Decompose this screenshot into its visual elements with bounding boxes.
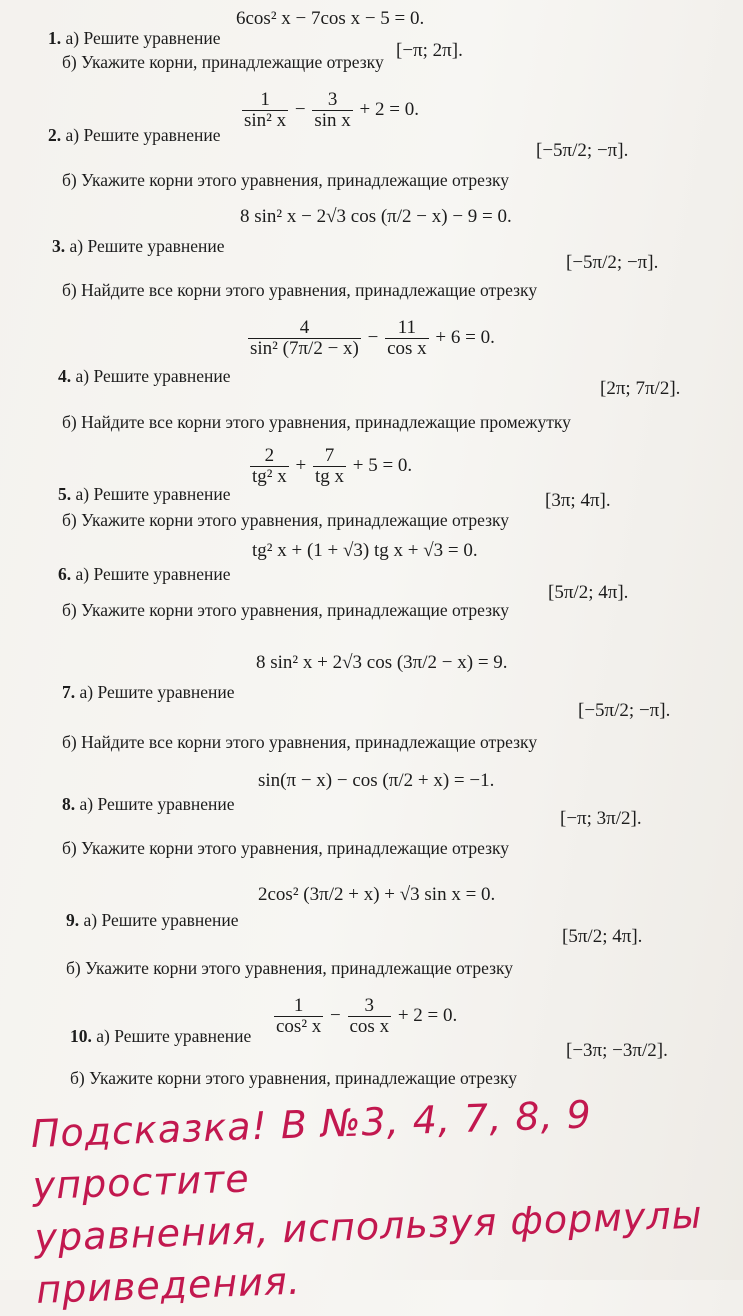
problem-6-part-a: [58, 564, 231, 585]
part-a-label: а) Решите уравнение: [96, 1026, 252, 1046]
problem-5-part-a: [58, 484, 231, 505]
equation-tail: + 2 = 0.: [397, 1004, 458, 1026]
problem-10-part-a: [70, 1026, 251, 1047]
problem-6-interval: [5π/2; 4π].: [548, 582, 629, 603]
fraction-denominator: cos x: [349, 1015, 390, 1037]
problem-9-interval: [5π/2; 4π].: [562, 926, 643, 947]
fraction-numerator: 3: [312, 90, 352, 111]
problem-7-part-b: б) Найдите все корни этого уравнения, принадлежащие отрезку: [62, 732, 538, 752]
problem-8-interval: [−π; 3π/2].: [560, 808, 642, 829]
problem-7-equation: 8 sin² x + 2√3 cos (3π/2 − x) = 9.: [256, 652, 508, 673]
hint-line-3: приведения.: [35, 1258, 302, 1312]
problem-1-equation: 6cos² x − 7cos x − 5 = 0.: [236, 8, 425, 29]
equation-tail: + 2 = 0.: [359, 98, 419, 120]
part-a-label: а) Решите уравнение: [79, 794, 235, 814]
problem-4-part-a: [58, 366, 231, 387]
fraction-numerator: 11: [385, 318, 429, 339]
problem-number: 4.: [58, 366, 72, 386]
part-a-label: а) Решите уравнение: [75, 366, 231, 386]
fraction-denominator: cos² x: [276, 1015, 322, 1037]
part-a-label: а) Решите уравнение: [65, 125, 221, 145]
fraction-denominator: sin² (7π/2 − x): [250, 337, 359, 359]
fraction-denominator: sin² x: [244, 109, 287, 131]
part-a-label: а) Решите уравнение: [75, 564, 231, 584]
problem-number: 3.: [52, 236, 66, 256]
problem-2-equation: $\frac{1}{\text{sin² x}}$ − $\frac{3}{\text{sin x}}$ + 2 = 0.: [244, 89, 419, 131]
problem-4-part-b: б) Найдите все корни этого уравнения, принадлежащие промежутку: [62, 412, 571, 432]
problem-9-part-a: [66, 910, 239, 931]
fraction-denominator: tg x: [314, 465, 344, 487]
problem-1-interval: [−π; 2π].: [396, 40, 463, 61]
problem-6-equation: tg² x + (1 + √3) tg x + √3 = 0.: [252, 540, 478, 561]
problem-3-equation: 8 sin² x − 2√3 cos (π/2 − x) − 9 = 0.: [240, 206, 512, 227]
problem-8-equation: sin(π − x) − cos (π/2 + x) = −1.: [258, 770, 495, 791]
problem-4-interval: [2π; 7π/2].: [600, 378, 681, 399]
problem-3-part-b: б) Найдите все корни этого уравнения, принадлежащие отрезку: [62, 280, 538, 300]
problem-2-part-a: [48, 125, 221, 146]
part-a-label: а) Решите уравнение: [75, 484, 231, 504]
hint-line-1: Подсказка! В №3, 4, 7, 8, 9 упростите: [30, 1092, 593, 1208]
fraction-numerator: 1: [274, 996, 323, 1017]
problem-1-part-b: б) Укажите корни, принадлежащие отрезку: [62, 52, 384, 72]
problem-10-equation: $\frac{1}{\text{cos² x}}$ − $\frac{3}{\text{cos x}}$ + 2 = 0.: [276, 995, 458, 1037]
problem-7-part-a: [62, 682, 235, 703]
fraction-denominator: cos x: [387, 337, 427, 359]
fraction-numerator: 1: [242, 90, 288, 111]
problem-10-interval: [−3π; −3π/2].: [566, 1040, 668, 1061]
problem-5-interval: [3π; 4π].: [545, 490, 611, 511]
problem-6-part-b: б) Укажите корни этого уравнения, принадлежащие отрезку: [62, 600, 510, 620]
problem-7-interval: [−5π/2; −π].: [578, 700, 671, 721]
problem-1-part-a: [48, 28, 221, 49]
problem-number: 10.: [70, 1026, 92, 1046]
hint-line-2: уравнения, используя формулы: [33, 1192, 704, 1260]
problem-3-part-a: [52, 236, 225, 257]
problem-8-part-b: б) Укажите корни этого уравнения, принадлежащие отрезку: [62, 838, 510, 858]
problem-2-part-b: б) Укажите корни этого уравнения, принадлежащие отрезку: [62, 170, 510, 190]
fraction-denominator: tg² x: [252, 465, 287, 487]
problem-5-part-b: б) Укажите корни этого уравнения, принадлежащие отрезку: [62, 510, 510, 530]
problem-5-equation: $\frac{2}{\text{tg² x}}$ + $\frac{7}{\text{tg x}}$ + 5 = 0.: [252, 445, 413, 487]
problem-number: 7.: [62, 682, 76, 702]
equation-tail: + 6 = 0.: [435, 326, 495, 348]
problem-number: 9.: [66, 910, 80, 930]
problem-number: 8.: [62, 794, 76, 814]
problem-2-interval: [−5π/2; −π].: [536, 140, 629, 161]
problem-8-part-a: [62, 794, 235, 815]
fraction-numerator: 7: [313, 446, 346, 467]
problem-number: 6.: [58, 564, 72, 584]
problem-number: 2.: [48, 125, 62, 145]
handwritten-hint: [30, 1084, 737, 1316]
part-a-label: а) Решите уравнение: [69, 236, 225, 256]
problem-9-part-b: б) Укажите корни этого уравнения, принадлежащие отрезку: [66, 958, 514, 978]
part-a-label: а) Решите уравнение: [79, 682, 235, 702]
fraction-denominator: sin x: [314, 109, 351, 131]
problem-10-part-b: б) Укажите корни этого уравнения, принадлежащие отрезку: [70, 1068, 518, 1088]
fraction-numerator: 3: [348, 996, 392, 1017]
fraction-numerator: 4: [248, 318, 361, 339]
problem-3-interval: [−5π/2; −π].: [566, 252, 659, 273]
part-a-label: а) Решите уравнение: [65, 28, 221, 48]
fraction-numerator: 2: [250, 446, 289, 467]
problem-9-equation: 2cos² (3π/2 + x) + √3 sin x = 0.: [258, 884, 496, 905]
problem-4-equation: $\frac{4}{\text{sin² (7π/2 − x)}}$ − $\frac{11}{\text{cos x}}$ + 6 = 0.: [250, 317, 495, 359]
problem-number: 1.: [48, 28, 62, 48]
part-a-label: а) Решите уравнение: [83, 910, 239, 930]
equation-tail: + 5 = 0.: [352, 454, 413, 476]
problem-number: 5.: [58, 484, 72, 504]
